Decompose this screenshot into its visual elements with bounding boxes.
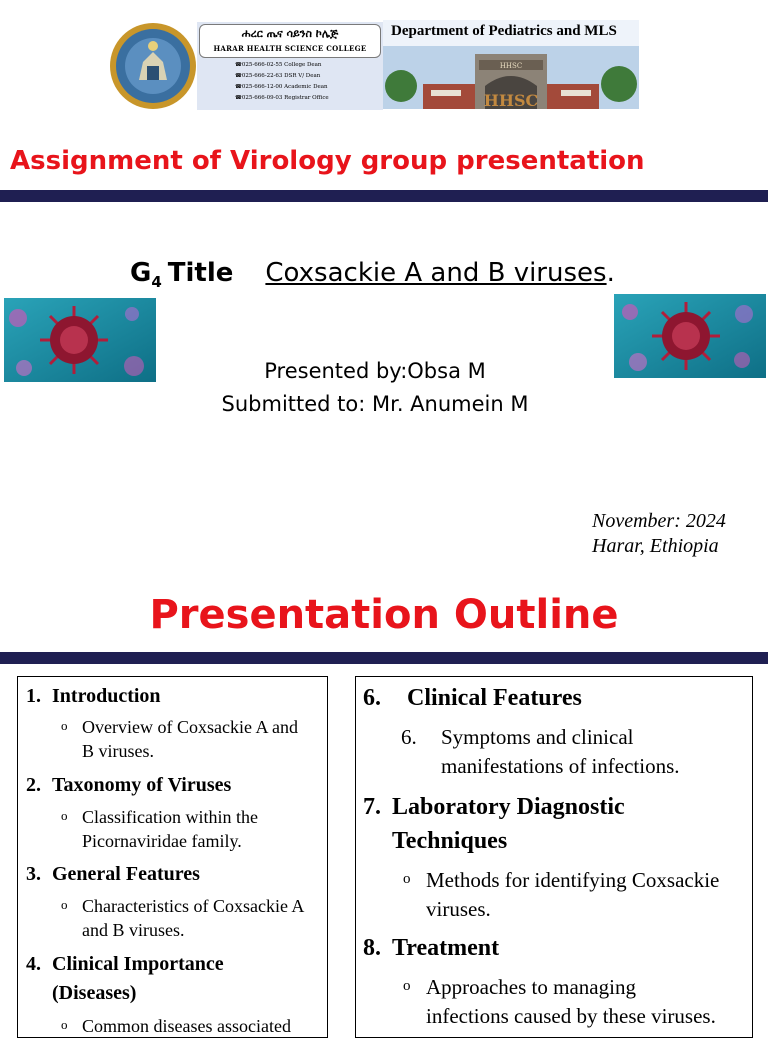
outline-item-heading: Clinical Importance	[52, 953, 224, 975]
bullet-marker: o	[403, 871, 411, 887]
presentation-topic: Coxsackie A and B viruses	[265, 258, 607, 288]
contact-line: ☎025-666-12-00 Academic Dean	[235, 84, 328, 90]
outline-title: Presentation Outline	[149, 592, 619, 638]
submitted-to-text: Submitted to: Mr. Anumein M	[221, 392, 529, 416]
outline-subitem: Symptoms and clinical	[441, 725, 634, 749]
department-title: Department of Pediatrics and MLS	[391, 23, 617, 39]
group-number: 4	[151, 273, 162, 292]
bullet-marker: o	[403, 978, 411, 994]
outline-item-number: 8.	[363, 935, 381, 961]
outline-subitem: B viruses.	[82, 741, 154, 761]
outline-item-number: 6.	[363, 685, 381, 711]
topic-period: .	[606, 258, 615, 288]
outline-subitem: Overview of Coxsackie A and	[82, 717, 298, 737]
divider-rule	[0, 652, 768, 664]
divider-rule	[0, 190, 768, 202]
header-banner	[109, 20, 639, 109]
outline-subitem: Characteristics of Coxsackie A	[82, 896, 305, 916]
college-name-frame	[199, 24, 381, 58]
presentation-date: November: 2024	[592, 510, 726, 532]
outline-item-number: 1.	[26, 685, 41, 707]
bullet-marker: o	[61, 1017, 68, 1032]
building-sign-text: HHSC	[483, 91, 539, 109]
outline-item-heading: Treatment	[392, 935, 500, 961]
outline-item-number: 4.	[26, 953, 41, 975]
building-sign-text: HHSC	[499, 62, 523, 70]
department-panel	[383, 20, 639, 109]
outline-subitem: manifestations of infections.	[441, 754, 680, 778]
group-letter: G	[130, 258, 152, 288]
outline-subitem: viruses.	[426, 897, 491, 921]
outline-item-number: 7.	[363, 794, 381, 820]
assignment-title: Assignment of Virology group presentation	[10, 146, 645, 176]
outline-item-heading: Laboratory Diagnostic	[392, 794, 625, 820]
contact-line: ☎025-666-22-63 DSR V/ Dean	[235, 73, 321, 79]
outline-box-left	[17, 676, 328, 1038]
outline-item-heading: Introduction	[52, 685, 161, 707]
outline-item-number: 3.	[26, 863, 41, 885]
group-title-line	[130, 258, 615, 291]
outline-subitem: Classification within the	[82, 807, 258, 827]
outline-item-heading: (Diseases)	[52, 982, 137, 1004]
bullet-marker: o	[61, 897, 68, 912]
outline-item-heading: Taxonomy of Viruses	[52, 774, 232, 796]
outline-subitem: Methods for identifying Coxsackie	[426, 868, 720, 892]
outline-item-number: 2.	[26, 774, 41, 796]
contact-line: ☎025-666-09-03 Registrar Office	[235, 95, 329, 101]
outline-item-heading: Techniques	[392, 828, 508, 854]
outline-subitem: Approaches to managing	[426, 975, 636, 999]
presented-by-text: Presented by:Obsa M	[264, 359, 486, 383]
college-building-image	[383, 46, 639, 109]
college-name-amharic: ሐረር ጤና ሳይንስ ኮሌጅ	[241, 27, 339, 40]
bullet-marker: o	[61, 718, 68, 733]
outline-subitem: Common diseases associated	[82, 1016, 291, 1036]
group-title-label: Title	[167, 258, 234, 288]
outline-subitem-number: 6.	[401, 725, 417, 749]
contact-line: ☎025-666-02-55 College Dean	[235, 62, 322, 68]
presentation-place: Harar, Ethiopia	[592, 535, 719, 557]
bullet-marker: o	[61, 808, 68, 823]
outline-item-heading: Clinical Features	[407, 685, 582, 711]
outline-subitem: infections caused by these viruses.	[426, 1004, 716, 1028]
outline-subitem: and B viruses.	[82, 920, 185, 940]
outline-item-heading: General Features	[52, 863, 200, 885]
outline-box-right	[355, 676, 753, 1038]
outline-subitem: Picornaviridae family.	[82, 831, 242, 851]
college-info-panel	[197, 22, 383, 110]
college-seal-logo	[109, 22, 197, 110]
college-name-english: HARAR HEALTH SCIENCE COLLEGE	[213, 44, 367, 53]
